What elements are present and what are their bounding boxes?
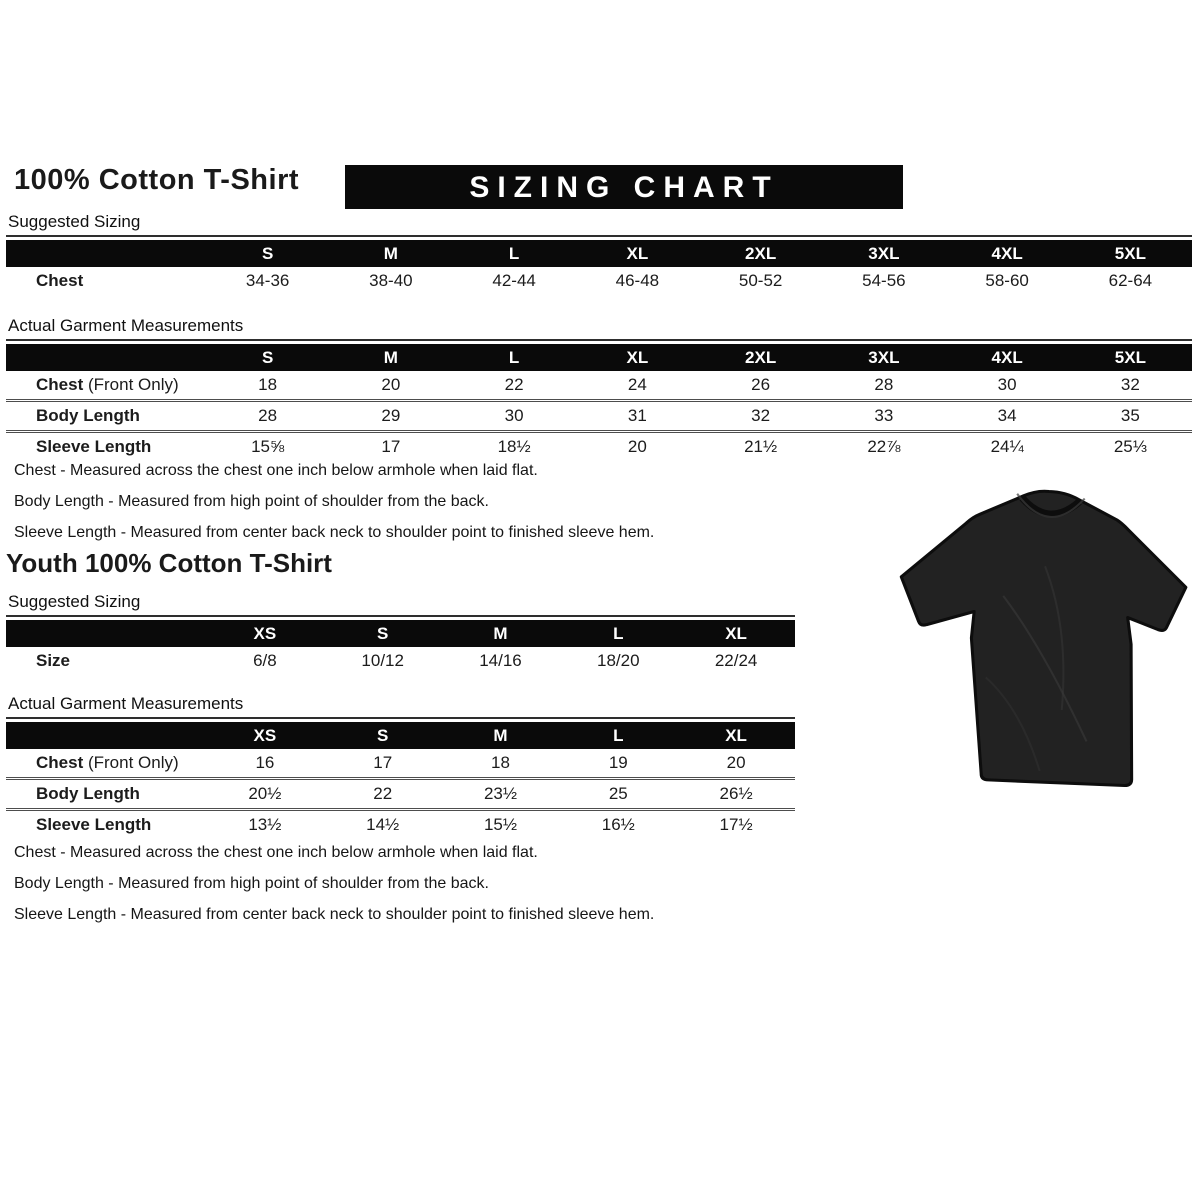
youth-measurement-notes — [14, 842, 814, 935]
size-column-header: S — [206, 344, 329, 371]
header-row — [6, 240, 1192, 267]
size-table — [6, 240, 1192, 295]
size-column-header: 2XL — [699, 344, 822, 371]
measurement-value: 38-40 — [369, 271, 413, 290]
size-column-header: S — [324, 620, 442, 647]
size-column-header: L — [559, 722, 677, 749]
measurement-value: 15½ — [442, 810, 560, 840]
row-label: Body Length — [6, 779, 206, 810]
section-label: Actual Garment Measurements — [6, 694, 795, 719]
size-column-header: XL — [677, 620, 795, 647]
measurement-value: 20 — [381, 375, 401, 394]
measurement-value: 19 — [608, 753, 628, 772]
measurement-value: 25 — [559, 779, 677, 810]
measurement-value: 18/20 — [597, 651, 640, 670]
youth-actual-section — [6, 694, 795, 839]
size-column-header: XL — [576, 240, 699, 267]
measurement-note: Sleeve Length - Measured from center back neck to shoulder point to finished sleeve hem. — [14, 906, 655, 923]
table-row — [6, 371, 1192, 401]
table-row — [6, 647, 795, 675]
measurement-value: 14½ — [324, 810, 442, 840]
measurement-value: 20 — [726, 753, 746, 772]
section-label: Actual Garment Measurements — [6, 316, 1192, 341]
measurement-value: 31 — [576, 401, 699, 432]
measurement-value: 20½ — [206, 779, 324, 810]
measurement-value: 22 — [324, 779, 442, 810]
size-column-header: 5XL — [1069, 344, 1192, 371]
measurement-value: 17 — [373, 753, 393, 772]
measurement-value: 29 — [329, 401, 452, 432]
measurement-value: 24 — [627, 375, 647, 394]
size-column-header: XS — [206, 722, 324, 749]
size-column-header: L — [453, 344, 576, 371]
measurement-value: 35 — [1069, 401, 1192, 432]
measurement-value: 23½ — [442, 779, 560, 810]
measurement-value: 18 — [258, 375, 278, 394]
adult-suggested-table — [6, 240, 1192, 295]
measurement-value: 17½ — [677, 810, 795, 840]
table-row — [6, 749, 795, 779]
row-label: Chest — [36, 271, 84, 290]
measurement-value: 18½ — [453, 432, 576, 462]
measurement-value: 25⅓ — [1069, 432, 1192, 462]
size-column-header: L — [453, 240, 576, 267]
measurement-value: 30 — [997, 375, 1017, 394]
size-column-header: 3XL — [822, 240, 945, 267]
adult-measurement-notes — [14, 460, 814, 553]
header-spacer-cell — [6, 722, 206, 749]
measurement-value: 20 — [576, 432, 699, 462]
size-table — [6, 344, 1192, 461]
measurement-value: 18 — [491, 753, 510, 772]
measurement-note: Body Length - Measured from high point of shoulder from the back. — [14, 493, 489, 510]
measurement-note: Body Length - Measured from high point of shoulder from the back. — [14, 875, 489, 892]
header-row — [6, 344, 1192, 371]
youth-suggested-table — [6, 620, 795, 675]
size-column-header: 5XL — [1069, 240, 1192, 267]
measurement-value: 28 — [206, 401, 329, 432]
section-label: Suggested Sizing — [6, 212, 1192, 237]
size-column-header: M — [329, 240, 452, 267]
youth-title: Youth 100% Cotton T-Shirt — [6, 548, 332, 578]
measurement-value: 32 — [1120, 375, 1140, 394]
measurement-value: 30 — [453, 401, 576, 432]
measurement-value: 22 — [504, 375, 524, 394]
table-row — [6, 810, 795, 840]
row-label: Size — [36, 651, 71, 670]
measurement-value: 46-48 — [615, 271, 660, 290]
measurement-value: 26 — [751, 375, 771, 394]
measurement-value: 34-36 — [245, 271, 290, 290]
black-tshirt-image — [882, 470, 1200, 816]
size-column-header: XL — [576, 344, 699, 371]
size-table — [6, 722, 795, 839]
row-label: Sleeve Length — [6, 432, 206, 462]
header-row — [6, 722, 795, 749]
size-column-header: 4XL — [946, 240, 1069, 267]
measurement-note: Sleeve Length - Measured from center back neck to shoulder point to finished sleeve hem. — [14, 524, 655, 541]
measurement-value: 22/24 — [714, 651, 758, 670]
measurement-value: 32 — [699, 401, 822, 432]
measurement-value: 6/8 — [253, 651, 277, 670]
row-label: Chest (Front Only) — [36, 753, 179, 772]
table-row — [6, 779, 795, 810]
measurement-value: 54-56 — [862, 271, 906, 290]
measurement-value: 62-64 — [1108, 271, 1153, 290]
size-table — [6, 620, 795, 675]
size-column-header: M — [442, 620, 560, 647]
size-column-header: S — [324, 722, 442, 749]
youth-actual-table — [6, 722, 795, 839]
measurement-value: 14/16 — [479, 651, 522, 670]
adult-suggested-section — [6, 212, 1192, 295]
measurement-note: Chest - Measured across the chest one inch below armhole when laid flat. — [14, 844, 538, 861]
measurement-value: 15⅝ — [206, 432, 329, 462]
row-label: Chest (Front Only) — [36, 375, 179, 394]
row-label: Sleeve Length — [6, 810, 206, 840]
measurement-note: Chest - Measured across the chest one inch below armhole when laid flat. — [14, 462, 538, 479]
measurement-value: 16½ — [559, 810, 677, 840]
measurement-value: 24¼ — [946, 432, 1069, 462]
page-title: 100% Cotton T-Shirt — [14, 164, 300, 196]
measurement-value: 34 — [946, 401, 1069, 432]
size-column-header: M — [329, 344, 452, 371]
table-row — [6, 401, 1192, 432]
sizing-chart-banner: SIZING CHART — [345, 165, 903, 209]
adult-actual-table — [6, 344, 1192, 461]
measurement-value: 58-60 — [985, 271, 1029, 290]
size-column-header: L — [559, 620, 677, 647]
measurement-value: 17 — [329, 432, 452, 462]
measurement-value: 28 — [874, 375, 894, 394]
table-row — [6, 432, 1192, 462]
measurement-value: 33 — [822, 401, 945, 432]
size-column-header: 4XL — [946, 344, 1069, 371]
tshirt-photo — [882, 470, 1200, 816]
measurement-value: 10/12 — [361, 651, 404, 670]
size-column-header: M — [442, 722, 560, 749]
size-column-header: 3XL — [822, 344, 945, 371]
measurement-value: 13½ — [206, 810, 324, 840]
measurement-value: 21½ — [699, 432, 822, 462]
measurement-value: 50-52 — [738, 271, 783, 290]
measurement-value: 42-44 — [492, 271, 536, 290]
header-spacer-cell — [6, 344, 206, 371]
section-label: Suggested Sizing — [6, 592, 795, 617]
size-column-header: S — [206, 240, 329, 267]
measurement-value: 16 — [255, 753, 275, 772]
header-row — [6, 620, 795, 647]
size-column-header: 2XL — [699, 240, 822, 267]
measurement-value: 26½ — [677, 779, 795, 810]
header-spacer-cell — [6, 240, 206, 267]
header-spacer-cell — [6, 620, 206, 647]
adult-actual-section — [6, 316, 1192, 461]
row-label: Body Length — [6, 401, 206, 432]
size-column-header: XL — [677, 722, 795, 749]
size-column-header: XS — [206, 620, 324, 647]
measurement-value: 22⅞ — [822, 432, 945, 462]
table-row — [6, 267, 1192, 295]
youth-suggested-section — [6, 592, 795, 675]
